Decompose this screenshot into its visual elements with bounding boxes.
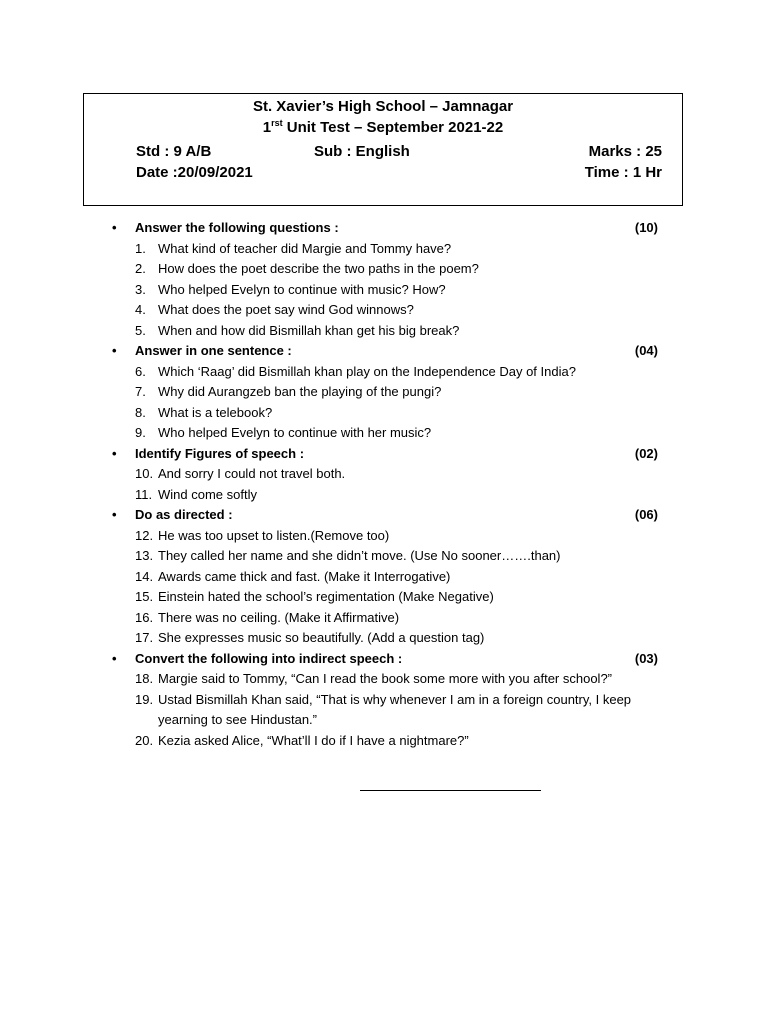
question-item (108, 669, 668, 690)
section-marks: (03) (634, 650, 658, 666)
test-superscript: rst (271, 118, 283, 128)
question-text: Which ‘Raag’ did Bismillah khan play on the Independence Day of India? (158, 363, 576, 379)
section-title: Do as directed : (135, 507, 233, 522)
test-title (84, 118, 682, 138)
question-text: There was no ceiling. (Make it Affirmative) (158, 609, 400, 625)
question-number: 12. (135, 527, 154, 543)
question-text: And sorry I could not travel both. (158, 466, 346, 481)
question-text: Wind come softly (158, 486, 257, 502)
question-item (108, 628, 668, 649)
question-text: Why did Aurangzeb ban the playing of the pungi? (158, 384, 442, 399)
question-number: 6. (135, 363, 146, 379)
subject-label: Sub : English (314, 143, 410, 160)
question-number: 10. (135, 466, 154, 481)
section-marks: (10) (634, 220, 658, 235)
question-item (108, 485, 668, 506)
section-heading (108, 505, 668, 526)
question-number: 5. (135, 322, 146, 338)
section-marks: (04) (634, 343, 658, 358)
section-marks: (02) (634, 445, 658, 461)
question-list (108, 218, 668, 751)
school-name: St. Xavier’s High School – Jamnagar (252, 98, 514, 115)
question-text: Kezia asked Alice, “What’ll I do if I have a nightmare?” (158, 732, 469, 748)
question-number: 17. (135, 630, 154, 645)
marks-label: Marks : 25 (588, 143, 662, 160)
question-text: They called her name and she didn’t move. (Use No sooner…….than) (158, 548, 561, 563)
question-text: Who helped Evelyn to continue with her music? (158, 425, 432, 440)
question-text: Who helped Evelyn to continue with music? How? (158, 281, 446, 297)
question-number: 3. (135, 281, 146, 297)
date-label: Date :20/09/2021 (136, 164, 253, 181)
question-text: She expresses music so beautifully. (Add a question tag) (158, 630, 485, 645)
bullet-icon: • (112, 445, 117, 461)
question-item (108, 567, 668, 588)
question-text: Einstein hated the school’s regimentation (Make Negative) (158, 589, 494, 604)
section-marks: (06) (634, 507, 658, 522)
question-text: Margie said to Tommy, “Can I read the book some more with you after school?” (158, 671, 612, 686)
question-number: 7. (135, 384, 146, 399)
exam-header (83, 93, 683, 206)
question-text: When and how did Bismillah khan get his big break? (158, 322, 460, 338)
section-heading (108, 341, 668, 362)
question-text: What is a telebook? (158, 404, 273, 420)
question-number: 18. (135, 671, 154, 686)
section-title: Convert the following into indirect speech : (135, 650, 403, 666)
end-divider-line (360, 790, 541, 791)
question-item (108, 382, 668, 403)
test-rest: Unit Test – September 2021-22 (282, 119, 504, 136)
question-item (108, 731, 668, 752)
question-text: How does the poet describe the two paths in the poem? (158, 261, 479, 276)
section-title: Answer in one sentence : (135, 343, 292, 358)
question-number: 14. (135, 568, 154, 584)
bullet-icon: • (112, 220, 117, 235)
question-number: 16. (135, 609, 154, 625)
question-number: 2. (135, 261, 146, 276)
question-item (108, 608, 668, 629)
question-number: 11. (135, 486, 153, 502)
question-item (108, 280, 668, 301)
question-item (108, 587, 668, 608)
question-text: Awards came thick and fast. (Make it Interrogative) (158, 568, 451, 584)
question-number: 20. (135, 732, 154, 748)
question-item (108, 259, 668, 280)
question-number: 13. (135, 548, 154, 563)
question-item (108, 362, 668, 383)
question-item (108, 403, 668, 424)
bullet-icon: • (112, 343, 117, 358)
question-item (108, 690, 668, 731)
section-title: Answer the following questions : (135, 220, 339, 235)
time-label: Time : 1 Hr (584, 164, 662, 181)
test-prefix: 1 (262, 119, 272, 136)
question-item (108, 546, 668, 567)
question-number: 8. (135, 404, 146, 420)
section-heading (108, 649, 668, 670)
bullet-icon: • (112, 650, 117, 666)
question-item (108, 300, 668, 321)
question-text: Ustad Bismillah Khan said, “That is why whenever I am in a foreign country, I keep yearning to see Hindustan.” (158, 691, 632, 727)
question-number: 1. (135, 240, 146, 256)
question-number: 9. (135, 425, 146, 440)
question-item (108, 239, 668, 260)
question-item (108, 321, 668, 342)
question-text: What kind of teacher did Margie and Tommy have? (158, 240, 452, 256)
question-item (108, 464, 668, 485)
section-title: Identify Figures of speech : (135, 445, 305, 461)
question-number: 15. (135, 589, 154, 604)
question-item (108, 526, 668, 547)
section-heading (108, 444, 668, 465)
question-number: 19. (135, 691, 154, 707)
bullet-icon: • (112, 507, 117, 522)
standard-label: Std : 9 A/B (136, 143, 212, 160)
section-heading (108, 218, 668, 239)
question-number: 4. (135, 302, 146, 317)
question-text: What does the poet say wind God winnows? (158, 302, 414, 317)
question-text: He was too upset to listen.(Remove too) (158, 527, 390, 543)
question-item (108, 423, 668, 444)
